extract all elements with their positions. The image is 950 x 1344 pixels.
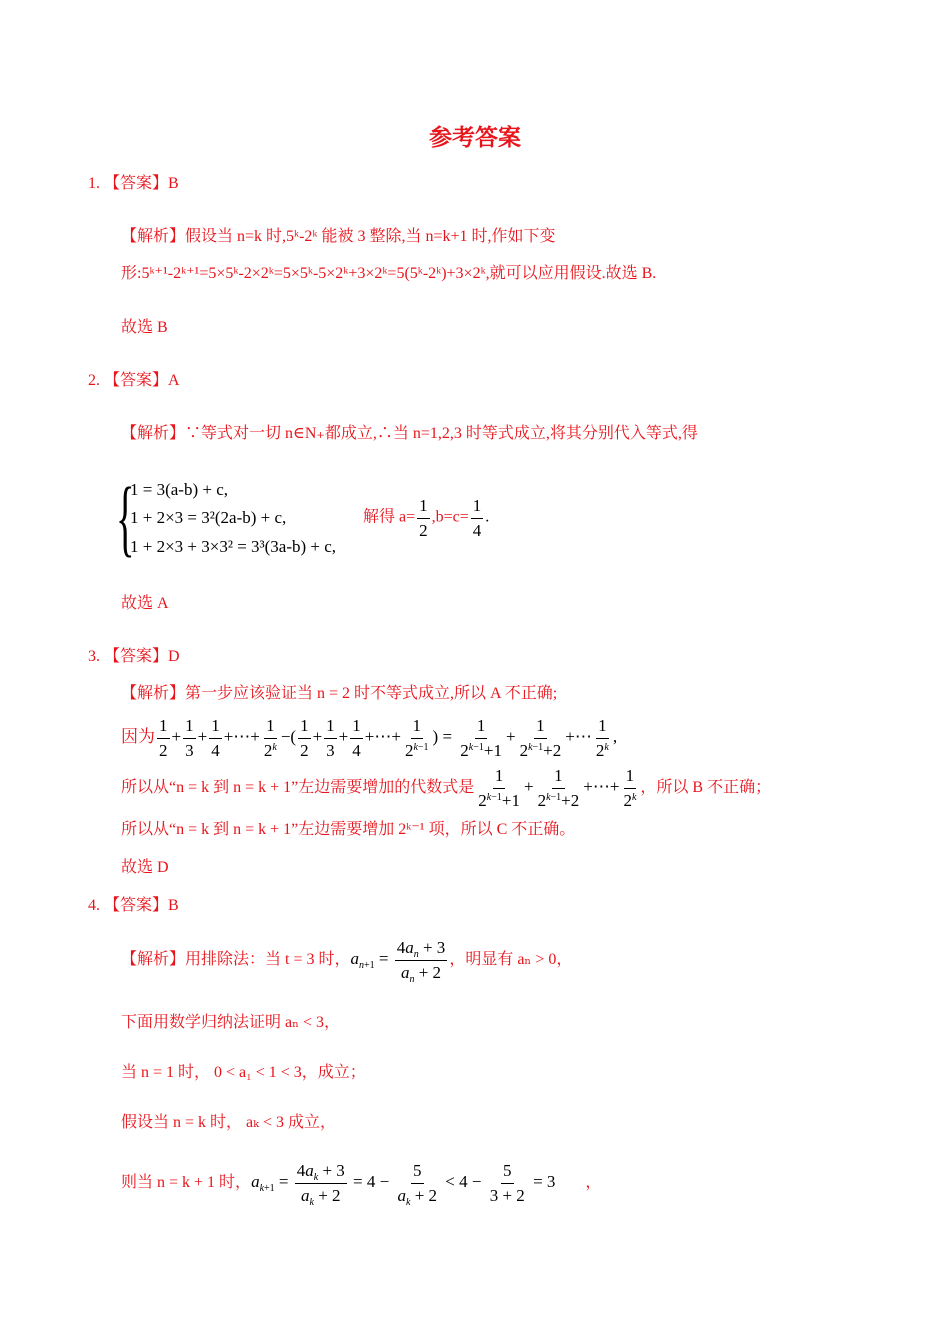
q3-line3-prefix: 所以从“n = k 到 n = k + 1”左边需要增加的代数式是 (121, 778, 475, 796)
q2-answer-heading: 2. 【答案】A (88, 372, 180, 389)
q2-choose: 故选 A (121, 595, 169, 612)
q4-line1-suffix: ，明显有 aₙ > 0， (449, 950, 573, 968)
fraction-one-half: $\frac{1}{2}$ (419, 496, 428, 540)
q2-solution: 解得 a= $\frac{1}{2}$ ,b=c= $\frac{1}{4}$ . (363, 496, 490, 540)
q4-line5-suffix: ， (585, 1173, 602, 1191)
q1-choose: 故选 B (121, 319, 168, 336)
q4-answer-heading: 4. 【答案】B (88, 897, 179, 914)
fraction-one-quarter: $\frac{1}{4}$ (472, 496, 482, 540)
q2-solution-prefix: 解得 a= (363, 508, 416, 526)
q3-analysis-line2 (121, 716, 617, 760)
equation-row-2: 1 + 2×3 = 3²(2a-b) + c, (130, 508, 287, 527)
q4-line1-prefix: 【解析】用排除法：当 t = 3 时， (121, 950, 351, 968)
q3-line2-prefix: 因为 (121, 726, 155, 746)
q3-answer-heading: 3. 【答案】D (88, 648, 180, 665)
q3-analysis-line3 (121, 766, 771, 810)
q3-line3-suffix: ，所以 B 不正确； (640, 778, 772, 796)
q2-analysis-line1: 【解析】∵等式对一切 n∈N₊都成立,∴当 n=1,2,3 时等式成立,将其分别代入等式,得 (121, 425, 698, 442)
q4-analysis-line1 (121, 938, 573, 985)
page-title: 参考答案 (429, 125, 521, 150)
q3-analysis-line1: 【解析】第一步应该验证当 n = 2 时不等式成立,所以 A 不正确; (121, 685, 558, 702)
q3-added-terms: $\frac{1}{2^{k-1}+1}$ + $\frac{1}{2^{k-1}+2}$ +⋯+ $\frac{1}{2^k}$ (478, 766, 637, 810)
equation-brace: { (116, 469, 135, 565)
q4-recurrence-formula: $a_{n+1}$ = $\frac{4a_n + 3}{a_n + 2}$ (350, 938, 446, 985)
equation-row-3: 1 + 2×3 + 3×3² = 3³(3a-b) + c, (130, 537, 337, 556)
q4-analysis-line5 (121, 1161, 602, 1208)
q1-analysis-line1: 【解析】假设当 n=k 时,5ᵏ-2ᵏ 能被 3 整除,当 n=k+1 时,作如下变 (121, 228, 556, 245)
q1-analysis-line2: 形:5ᵏ⁺¹-2ᵏ⁺¹=5×5ᵏ-2×2ᵏ=5×5ᵏ-5×2ᵏ+3×2ᵏ=5(5ᵏ-2ᵏ)+3×2ᵏ,就可以应用假设.故选 B. (121, 265, 657, 282)
q4-analysis-line2: 下面用数学归纳法证明 aₙ < 3， (121, 1014, 341, 1031)
q3-choose: 故选 D (121, 859, 169, 876)
q2-solution-mid: ,b=c= (431, 508, 469, 526)
q4-induction-inequality: $a_{k+1}$ = $\frac{4a_k + 3}{a_k + 2}$ = 4 − $\frac{5}{a_k + 2}$ < 4 − $\frac{5}{3 + 2}$ = 3 (251, 1161, 556, 1208)
q4-line5-prefix: 则当 n = k + 1 时， (121, 1173, 252, 1191)
q3-series-expression: $\frac{1}{2}$ + $\frac{1}{3}$ + $\frac{1}{4}$ +⋯+ $\frac{1}{2^k}$ −( $\frac{1}{2}$ + $\frac{1}{3}$ + $\frac{1}{4}$ +⋯+ $\frac{1}{2^{k-1}}$ ) = $\frac{1}{2^{k-1}+1}$ + $\frac{1}{2^{k-1}+2}$ +⋯ $\frac{1}{2^k}$ , (159, 716, 618, 760)
q1-answer-heading: 1. 【答案】B (88, 175, 179, 192)
q4-analysis-line3: 当 n = 1 时， 0 < a₁ < 1 < 3，成立； (121, 1064, 366, 1081)
equation-row-1: 1 = 3(a-b) + c, (130, 480, 228, 499)
q3-analysis-line4: 所以从“n = k 到 n = k + 1”左边需要增加 2ᵏ⁻¹ 项，所以 C 不正确。 (121, 821, 576, 838)
q4-analysis-line4: 假设当 n = k 时， aₖ < 3 成立， (121, 1114, 336, 1131)
